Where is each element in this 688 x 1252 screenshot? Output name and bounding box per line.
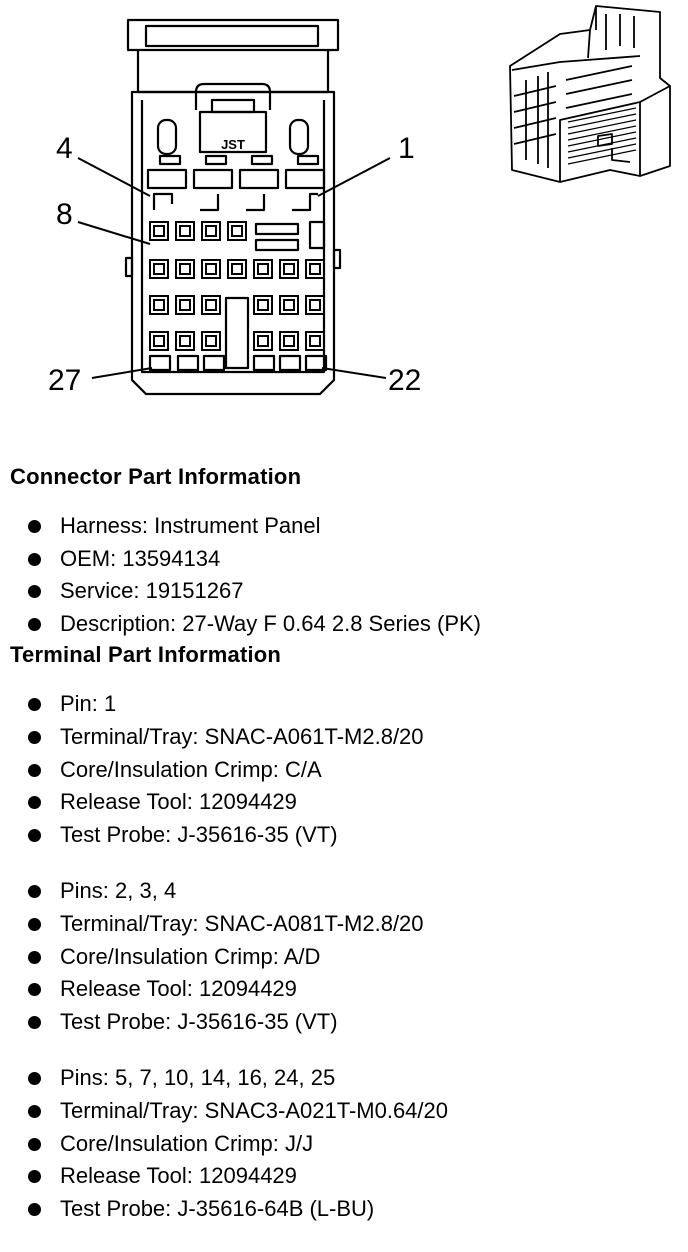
connector-heading: Connector Part Information: [10, 464, 302, 489]
callout-pin-8: 8: [56, 198, 73, 231]
bullet-icon: [28, 918, 41, 931]
callout-pin-4: 4: [56, 132, 73, 165]
list-item: Terminal/Tray: SNAC-A061T-M2.8/20: [0, 721, 688, 754]
list-item: Test Probe: J-35616-64B (L-BU): [0, 1193, 688, 1226]
bullet-icon: [28, 951, 41, 964]
list-item: Terminal/Tray: SNAC3-A021T-M0.64/20: [0, 1095, 688, 1128]
bullet-icon: [28, 885, 41, 898]
list-item: Core/Insulation Crimp: J/J: [0, 1128, 688, 1161]
list-item: Terminal/Tray: SNAC-A081T-M2.8/20: [0, 908, 688, 941]
bullet-icon: [28, 1170, 41, 1183]
bullet-icon: [28, 764, 41, 777]
bullet-icon: [28, 731, 41, 744]
bullet-icon: [28, 983, 41, 996]
latch-label: JST: [221, 137, 245, 152]
bullet-icon: [28, 829, 41, 842]
bullet-icon: [28, 618, 41, 631]
bullet-icon: [28, 520, 41, 533]
list-item: Test Probe: J-35616-35 (VT): [0, 1006, 688, 1039]
connector-info-list: [0, 510, 688, 640]
bullet-icon: [28, 1105, 41, 1118]
connector-diagram: [0, 0, 688, 430]
bullet-icon: [28, 585, 41, 598]
callout-pin-27: 27: [48, 364, 82, 397]
list-item: Description: 27-Way F 0.64 2.8 Series (PK): [0, 608, 688, 641]
terminal-heading: Terminal Part Information: [10, 642, 282, 668]
list-item: Test Probe: J-35616-35 (VT): [0, 819, 688, 852]
bullet-icon: [28, 698, 41, 711]
list-item: Pins: 2, 3, 4: [0, 875, 688, 908]
bullet-icon: [28, 553, 41, 566]
list-item: Pin: 1: [0, 688, 688, 721]
bullet-icon: [28, 1138, 41, 1151]
list-item: Pins: 5, 7, 10, 14, 16, 24, 25: [0, 1062, 688, 1095]
callout-pin-1: 1: [398, 132, 415, 165]
bullet-icon: [28, 1072, 41, 1085]
connector-face-drawing: [0, 0, 688, 430]
callout-pin-22: 22: [388, 364, 422, 397]
bullet-icon: [28, 1016, 41, 1029]
list-item: Release Tool: 12094429: [0, 1160, 688, 1193]
bullet-icon: [28, 796, 41, 809]
terminal-group-3: [0, 1062, 688, 1225]
terminal-group-2: [0, 875, 688, 1038]
list-item: Service: 19151267: [0, 575, 688, 608]
list-item: Core/Insulation Crimp: A/D: [0, 941, 688, 974]
part-information: [0, 462, 688, 1225]
list-item: Release Tool: 12094429: [0, 973, 688, 1006]
list-item: Harness: Instrument Panel: [0, 510, 688, 543]
bullet-icon: [28, 1203, 41, 1216]
list-item: OEM: 13594134: [0, 543, 688, 576]
terminal-group-1: [0, 688, 688, 851]
connector-3d-view: [510, 6, 670, 182]
list-item: Release Tool: 12094429: [0, 786, 688, 819]
list-item: Core/Insulation Crimp: C/A: [0, 754, 688, 787]
